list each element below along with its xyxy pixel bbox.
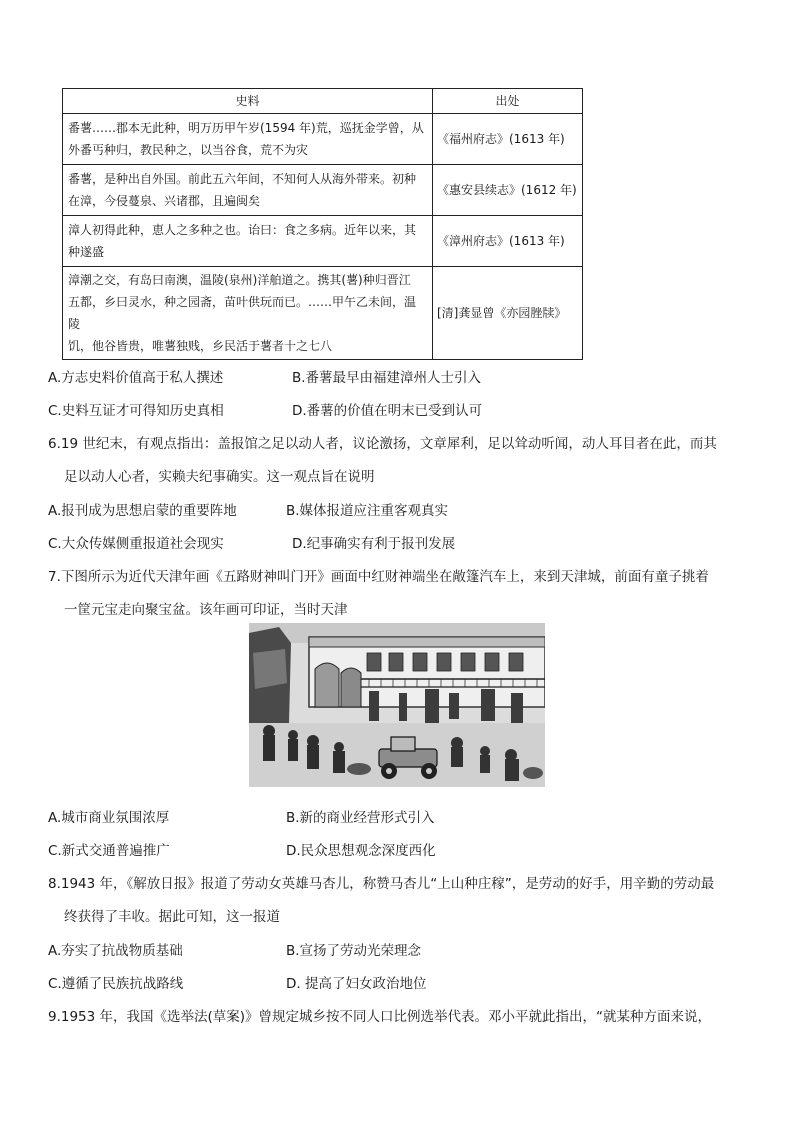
q7-option-c[interactable]: C.新式交通普遍推广	[48, 843, 170, 859]
source-text: 番薯……郡本无此种，明万历甲午岁(1594 年)荒，巡抚金学曾，从 外番丐种归，教民种之，以当谷食，荒不为灾	[63, 114, 433, 165]
q6-stem-line-1: 6.19 世纪末，有观点指出：盖报馆之足以动人者，议论激扬，文章犀利，足以耸动听闻，动人耳目者在此，而其	[48, 436, 717, 452]
q8-option-c[interactable]: C.遵循了民族抗战路线	[48, 976, 184, 992]
q8-stem-line-2: 终获得了丰收。据此可知，这一报道	[64, 909, 280, 925]
new-year-print-illustration	[249, 623, 545, 787]
table-header-row	[63, 89, 583, 114]
table-row	[63, 114, 583, 165]
q5-option-d[interactable]: D.番薯的价值在明末已受到认可	[292, 403, 483, 419]
q5-option-a[interactable]: A.方志史料价值高于私人撰述	[48, 370, 224, 386]
q5-option-b[interactable]: B.番薯最早由福建漳州人士引入	[292, 370, 482, 386]
source-text: 番薯，是种出自外国。前此五六年间，不知何人从海外带来。初种 在漳，今侵蔓泉、兴诸郡，且遍闽矣	[63, 165, 433, 216]
q7-option-a[interactable]: A.城市商业氛围浓厚	[48, 810, 170, 826]
q7-option-d[interactable]: D.民众思想观念深度西化	[286, 843, 436, 859]
q7-stem-line-2: 一筐元宝走向聚宝盆。该年画可印证，当时天津	[64, 602, 348, 618]
source-origin: [清]龚显曾《亦园脞牍》	[433, 267, 583, 360]
q8-option-b[interactable]: B.宣扬了劳动光荣理念	[286, 943, 422, 959]
q6-stem-line-2: 足以动人心者，实赖夫纪事确实。这一观点旨在说明	[64, 469, 375, 485]
new-year-print-image	[249, 623, 545, 787]
source-text: 漳人初得此种，恵人之多种之也。诒曰：食之多病。近年以来，其 种遂盛	[63, 216, 433, 267]
q7-option-b[interactable]: B.新的商业经营形式引入	[286, 810, 435, 826]
q8-option-d[interactable]: D. 提高了妇女政治地位	[286, 976, 427, 992]
source-origin: 《漳州府志》(1613 年)	[433, 216, 583, 267]
q8-option-a[interactable]: A.夯实了抗战物质基础	[48, 943, 183, 959]
table-row	[63, 165, 583, 216]
q8-stem-line-1: 8.1943 年，《解放日报》报道了劳动女英雄马杏儿，称赞马杏儿“上山种庄稼”，是劳动的好手，用辛勤的劳动最	[48, 876, 715, 892]
source-text: 漳潮之交，有岛曰南澳，温陵(泉州)洋舶道之。携其(薯)种归晋江 五都，乡曰灵水，种之园斋，苗叶供玩而已。……甲午乙未间，温陵 饥，他谷皆贵，唯薯独贱，乡民活于薯者十之七八	[63, 267, 433, 360]
source-origin: 《惠安县续志》(1612 年)	[433, 165, 583, 216]
source-origin: 《福州府志》(1613 年)	[433, 114, 583, 165]
table-row	[63, 216, 583, 267]
q6-option-d[interactable]: D.纪事确实有利于报刊发展	[292, 536, 456, 552]
table-row	[63, 267, 583, 360]
header-origin: 出处	[433, 89, 583, 114]
q6-option-a[interactable]: A.报刊成为思想启蒙的重要阵地	[48, 503, 237, 519]
q7-stem-line-1: 7.下图所示为近代天津年画《五路财神叫门开》画面中红财神端坐在敞篷汽车上，来到天津城，前面有童子挑着	[48, 569, 709, 585]
q9-stem-line-1: 9.1953 年，我国《选举法(草案)》曾规定城乡按不同人口比例选举代表。邓小平就此指出，“就某种方面来说，	[48, 1009, 712, 1025]
header-source: 史料	[63, 89, 433, 114]
q6-option-c[interactable]: C.大众传媒侧重报道社会现实	[48, 536, 224, 552]
q5-option-c[interactable]: C.史料互证才可得知历史真相	[48, 403, 224, 419]
source-table	[62, 88, 583, 360]
q6-option-b[interactable]: B.媒体报道应注重客观真实	[286, 503, 449, 519]
